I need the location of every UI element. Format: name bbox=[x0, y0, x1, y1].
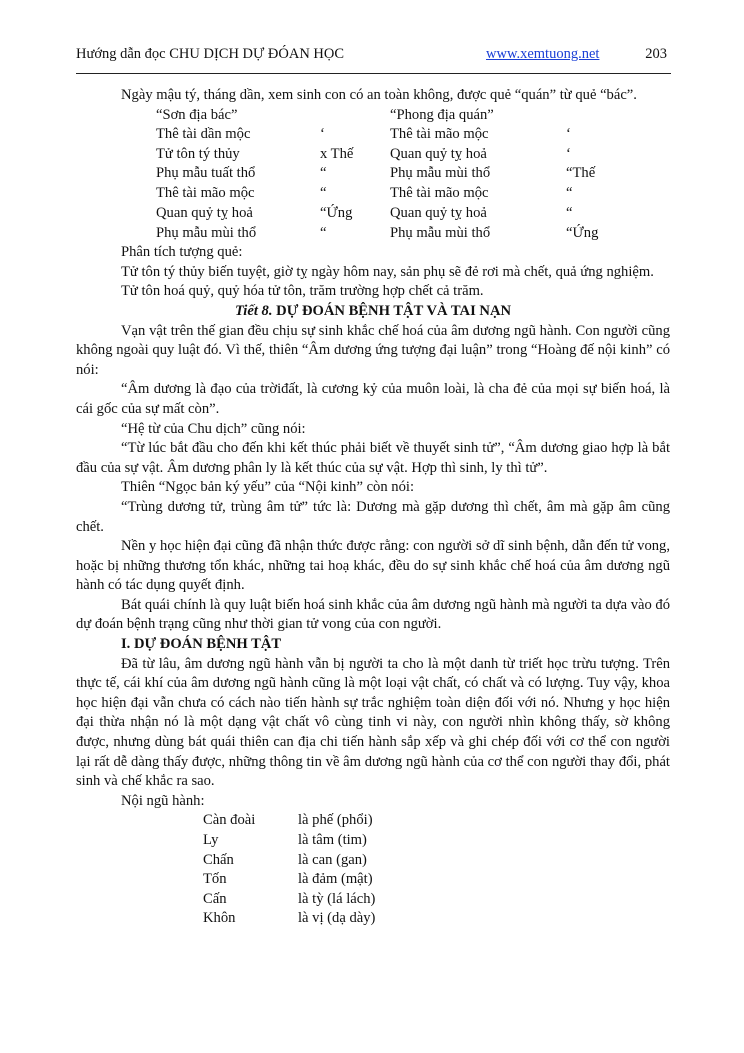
body-paragraph: “Trùng dương tử, trùng âm tử” tức là: Dương mà gặp dương thì chết, âm mà gặp âm cũng chết. bbox=[76, 498, 670, 535]
left-line: Quan quỷ tỵ hoả bbox=[156, 204, 253, 221]
organ: là tỳ (lá lách) bbox=[298, 890, 376, 907]
right-line: Phụ mẫu mùi thổ bbox=[390, 224, 491, 241]
body-paragraph: “Hệ từ của Chu dịch” cũng nói: bbox=[121, 420, 306, 437]
right-line: Quan quỷ tỵ hoả bbox=[390, 145, 487, 162]
organ: là phế (phổi) bbox=[298, 812, 373, 829]
body-paragraph: Thiên “Ngọc bản ký yếu” của “Nội kinh” còn nói: bbox=[121, 479, 414, 496]
left-mark: “ bbox=[320, 165, 327, 182]
section-title: DỰ ĐOÁN BỆNH TẬT VÀ TAI NẠN bbox=[276, 302, 512, 319]
body-paragraph: Vạn vật trên thế gian đều chịu sự sinh khắc chế hoá của âm dương ngũ hành. Con người cũng không ngoài quy luật đó. Vì thế, thiên “Âm dương ứng tượng đại luận” trong “Hoàng đế nội kinh” có nói: bbox=[76, 322, 670, 378]
analysis-paragraph: Tử tôn hoá quỷ, quỷ hóa tử tôn, trăm trường hợp chết cả trăm. bbox=[121, 283, 484, 300]
right-hexagram-title: “Phong địa quán” bbox=[390, 106, 494, 123]
right-line: Thê tài mão mộc bbox=[390, 126, 489, 143]
right-mark: ‘ bbox=[566, 126, 571, 143]
book-title: Hướng dẫn đọc CHU DỊCH DỰ ĐÓAN HỌC bbox=[76, 46, 345, 62]
analysis-paragraph: Tử tôn tý thủy biến tuyệt, giờ tỵ ngày hôm nay, sản phụ sẽ đẻ rơi mà chết, quả ứng nghiệm. bbox=[121, 263, 654, 280]
organ: là vị (dạ dày) bbox=[298, 910, 376, 927]
trigram: Chấn bbox=[203, 851, 234, 868]
page-number: 203 bbox=[645, 46, 667, 62]
left-mark: ‘ bbox=[320, 126, 325, 143]
body-paragraph: Nền y học hiện đại cũng đã nhận thức được rằng: con người sở dĩ sinh bệnh, dẫn đến tử vong, hoặc bị những thương tổn khác, những tai hoạ khác, đều do sự sinh khắc chế hoá của âm dương ngũ hành có tác dụng quyết định. bbox=[76, 538, 670, 594]
body-paragraph: “Âm dương là đạo của trờiđất, là cương kỷ của muôn loài, là cha đẻ của mọi sự biến hoá, là cái gốc của sự mất còn”. bbox=[76, 381, 670, 417]
trigram: Khôn bbox=[203, 910, 236, 927]
subheading: I. DỰ ĐOÁN BỆNH TẬT bbox=[121, 636, 282, 653]
left-mark: “ bbox=[320, 184, 327, 201]
right-line: Thê tài mão mộc bbox=[390, 184, 489, 201]
organs-label: Nội ngũ hành: bbox=[121, 792, 205, 809]
right-mark: ‘ bbox=[566, 145, 571, 162]
intro-paragraph: Ngày mậu tý, tháng dần, xem sinh con có an toàn không, được quẻ “quán” từ quẻ “bác”. bbox=[121, 87, 637, 103]
organ: là can (gan) bbox=[298, 851, 367, 868]
header-rule bbox=[76, 73, 671, 74]
left-line: Tử tôn tý thủy bbox=[156, 145, 240, 162]
hexagram-table bbox=[76, 106, 670, 224]
trigram: Càn đoài bbox=[203, 812, 256, 829]
left-line: Phụ mẫu tuất thổ bbox=[156, 165, 256, 182]
organ: là đảm (mật) bbox=[298, 871, 373, 888]
organ-list bbox=[76, 811, 670, 929]
website-link[interactable]: www.xemtuong.net bbox=[486, 46, 600, 62]
section-heading bbox=[76, 302, 670, 322]
left-line: Phụ mẫu mùi thổ bbox=[156, 224, 257, 241]
body-paragraph: Bát quái chính là quy luật biến hoá sinh khắc của âm dương ngũ hành mà người ta dựa vào đó dự đoán bệnh trạng cũng như thời gian tử vong của con người. bbox=[76, 596, 671, 633]
page-header bbox=[76, 46, 669, 66]
trigram: Tốn bbox=[203, 871, 227, 888]
organ: là tâm (tim) bbox=[298, 832, 367, 848]
analysis-label: Phân tích tượng quẻ: bbox=[121, 244, 243, 261]
right-mark: “ bbox=[566, 204, 573, 221]
body-paragraph: Đã từ lâu, âm dương ngũ hành vẫn bị người ta cho là một danh từ triết học trừu tượng. Trên thực tế, cái khí của âm dương ngũ hành cũng là một loại vật chất, có chất và có lượng. Tuy vậy, khoa học hiện đại vẫn chưa có cách nào tiến hành sự trắc nghiệm toàn diện đối với nó. Nhưng y học hiện đại thừa nhận nó là một dạng vật chất vô cùng tinh vi này, con người nhìn không thấy, sờ không được, nhưng dùng bát quái thiên can địa chi tiến hành sắp xếp và ghi chép đối với cơ thể con người lại rất dễ dàng thấy được, những thông tin về âm dương ngũ hành của cơ thể con người thay đổi, phát sinh và chế khắc ra sao. bbox=[76, 655, 670, 790]
trigram: Cấn bbox=[203, 890, 227, 907]
right-mark: “ bbox=[566, 184, 573, 201]
left-line: Thê tài mão mộc bbox=[156, 184, 255, 201]
left-mark: x Thế bbox=[320, 145, 354, 162]
body-paragraph: “Từ lúc bắt đầu cho đến khi kết thúc phải biết về thuyết sinh tử”, “Âm dương giao hợp là bắt đầu của sự vật. Âm dương phân ly là kết thúc của sự vật. Hợp thì sinh, ly thì tử”. bbox=[76, 440, 670, 476]
right-mark: “Ứng bbox=[566, 224, 599, 241]
right-line: Quan quỷ tỵ hoả bbox=[390, 204, 487, 221]
right-line: Phụ mẫu mùi thổ bbox=[390, 165, 491, 182]
left-line: Thê tài dần mộc bbox=[156, 126, 251, 143]
left-mark: “Ứng bbox=[320, 204, 353, 221]
hexagram-table-last bbox=[76, 224, 670, 244]
left-hexagram-title: “Sơn địa bác” bbox=[156, 106, 238, 123]
right-mark: “Thế bbox=[566, 165, 596, 182]
left-mark: “ bbox=[320, 224, 327, 241]
page-body bbox=[76, 86, 670, 929]
section-label: Tiết 8. bbox=[234, 302, 273, 319]
trigram: Ly bbox=[203, 832, 219, 848]
